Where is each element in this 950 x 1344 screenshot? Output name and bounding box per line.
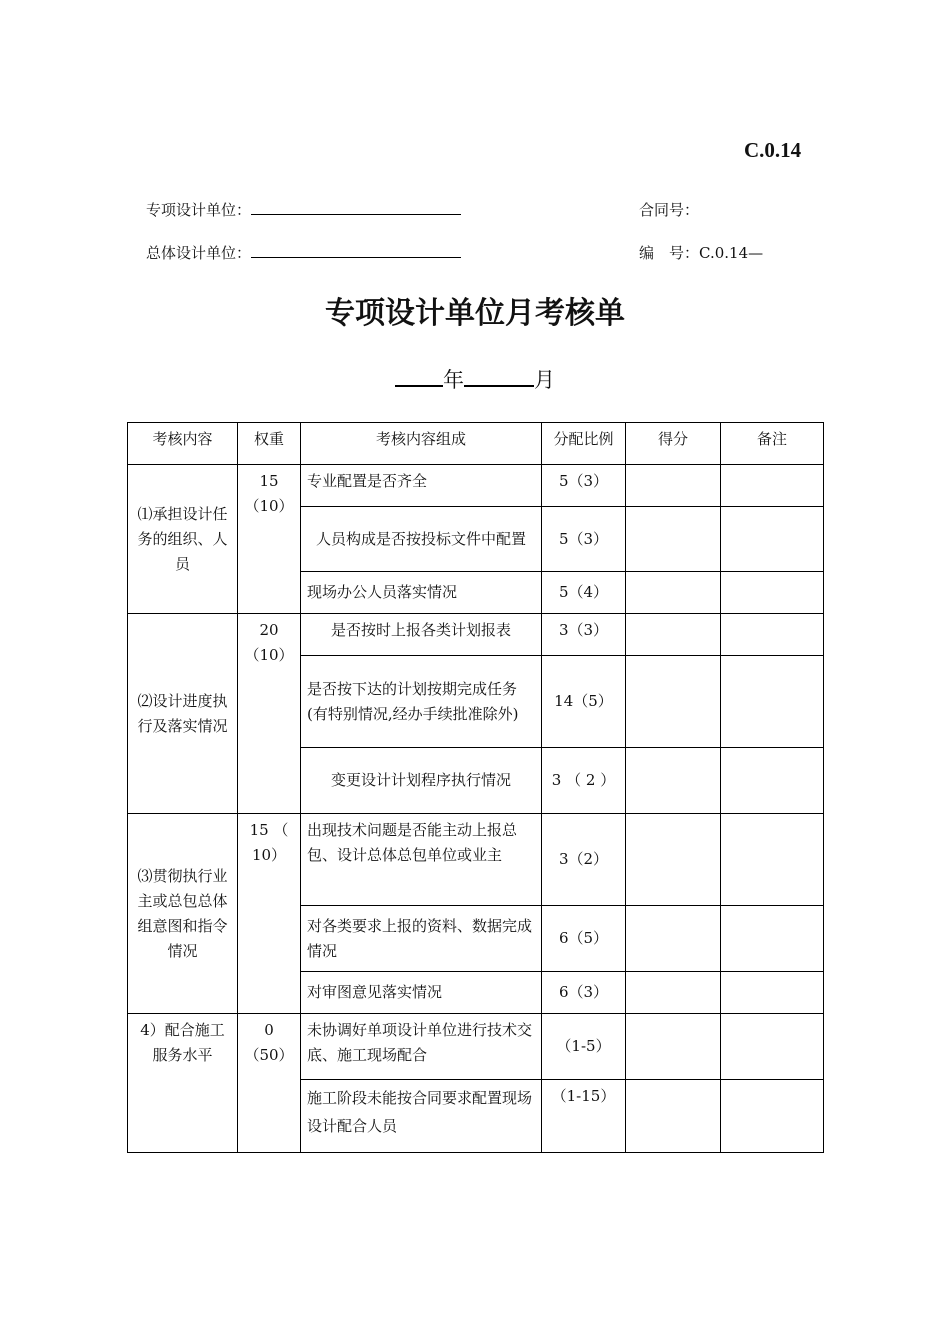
item-desc-cell: 施工阶段未能按合同要求配置现场设计配合人员: [301, 1080, 542, 1153]
ratio-cell: 6（5）: [542, 906, 626, 972]
document-code: C.0.14: [744, 138, 802, 162]
ratio-cell: 14（5）: [542, 656, 626, 748]
score-cell[interactable]: [626, 1014, 721, 1080]
score-cell[interactable]: [626, 1080, 721, 1153]
remark-cell[interactable]: [721, 748, 824, 814]
ratio-cell: （1-15）: [542, 1080, 626, 1153]
remark-cell[interactable]: [721, 814, 824, 906]
item-desc-cell: 对各类要求上报的资料、数据完成情况: [301, 906, 542, 972]
header-cell: 得分: [626, 423, 721, 465]
page-title: 专项设计单位月考核单: [325, 296, 625, 331]
special-design-unit-field[interactable]: [146, 199, 461, 220]
content-cell: ⑴承担设计任务的组织、人员: [128, 465, 238, 614]
remark-cell[interactable]: [721, 465, 824, 507]
content-cell: ⑵设计进度执行及落实情况: [128, 614, 238, 814]
weight-cell: 15（10）: [238, 465, 301, 614]
remark-cell[interactable]: [721, 1080, 824, 1153]
contract-no-field: 合同号：: [639, 201, 700, 219]
item-desc-cell: 专业配置是否齐全: [301, 465, 542, 507]
year-label: 年: [443, 368, 464, 392]
score-cell[interactable]: [626, 507, 721, 572]
item-desc-cell: 现场办公人员落实情况: [301, 572, 542, 614]
table-row: [128, 1014, 824, 1080]
item-desc-cell: 人员构成是否按投标文件中配置: [301, 507, 542, 572]
remark-cell[interactable]: [721, 656, 824, 748]
serial-no-field: 编 号：C.0.14—: [639, 244, 764, 262]
month-blank[interactable]: [464, 367, 534, 387]
assessment-table: [127, 422, 824, 1153]
item-desc-cell: 出现技术问题是否能主动上报总包、设计总体总包单位或业主: [301, 814, 542, 906]
score-cell[interactable]: [626, 972, 721, 1014]
ratio-cell: 3 （ 2 ）: [542, 748, 626, 814]
table-header-row: [128, 423, 824, 465]
header-cell: 考核内容组成: [301, 423, 542, 465]
item-desc-cell: 是否按下达的计划按期完成任务(有特别情况,经办手续批准除外): [301, 656, 542, 748]
ratio-cell: 5（3）: [542, 507, 626, 572]
table-row: [128, 614, 824, 656]
ratio-cell: 5（4）: [542, 572, 626, 614]
item-desc-cell: 未协调好单项设计单位进行技术交底、施工现场配合: [301, 1014, 542, 1080]
score-cell[interactable]: [626, 656, 721, 748]
ratio-cell: 3（2）: [542, 814, 626, 906]
header-cell: 分配比例: [542, 423, 626, 465]
year-blank[interactable]: [395, 367, 443, 387]
score-cell[interactable]: [626, 748, 721, 814]
table-row: [128, 814, 824, 906]
general-design-unit-blank[interactable]: [251, 243, 461, 258]
table-row: [128, 465, 824, 507]
month-label: 月: [534, 368, 555, 392]
general-design-unit-label: 总体设计单位：: [146, 244, 252, 262]
score-cell[interactable]: [626, 465, 721, 507]
ratio-cell: （1-5）: [542, 1014, 626, 1080]
header-cell: 备注: [721, 423, 824, 465]
ratio-cell: 3（3）: [542, 614, 626, 656]
score-cell[interactable]: [626, 572, 721, 614]
weight-cell: 20（10）: [238, 614, 301, 814]
special-design-unit-label: 专项设计单位：: [146, 201, 252, 219]
score-cell[interactable]: [626, 906, 721, 972]
item-desc-cell: 是否按时上报各类计划报表: [301, 614, 542, 656]
remark-cell[interactable]: [721, 1014, 824, 1080]
general-design-unit-field[interactable]: [146, 242, 461, 263]
content-cell: 4）配合施工服务水平: [128, 1014, 238, 1153]
score-cell[interactable]: [626, 614, 721, 656]
weight-cell: 15 （ 10）: [238, 814, 301, 1014]
header-cell: 权重: [238, 423, 301, 465]
item-desc-cell: 对审图意见落实情况: [301, 972, 542, 1014]
item-desc-cell: 变更设计计划程序执行情况: [301, 748, 542, 814]
header-cell: 考核内容: [128, 423, 238, 465]
remark-cell[interactable]: [721, 507, 824, 572]
content-cell: ⑶贯彻执行业主或总包总体组意图和指令情况: [128, 814, 238, 1014]
score-cell[interactable]: [626, 814, 721, 906]
year-month-line: [0, 364, 950, 394]
special-design-unit-blank[interactable]: [251, 200, 461, 215]
weight-cell: 0（50）: [238, 1014, 301, 1153]
remark-cell[interactable]: [721, 972, 824, 1014]
remark-cell[interactable]: [721, 572, 824, 614]
remark-cell[interactable]: [721, 906, 824, 972]
ratio-cell: 5（3）: [542, 465, 626, 507]
ratio-cell: 6（3）: [542, 972, 626, 1014]
remark-cell[interactable]: [721, 614, 824, 656]
